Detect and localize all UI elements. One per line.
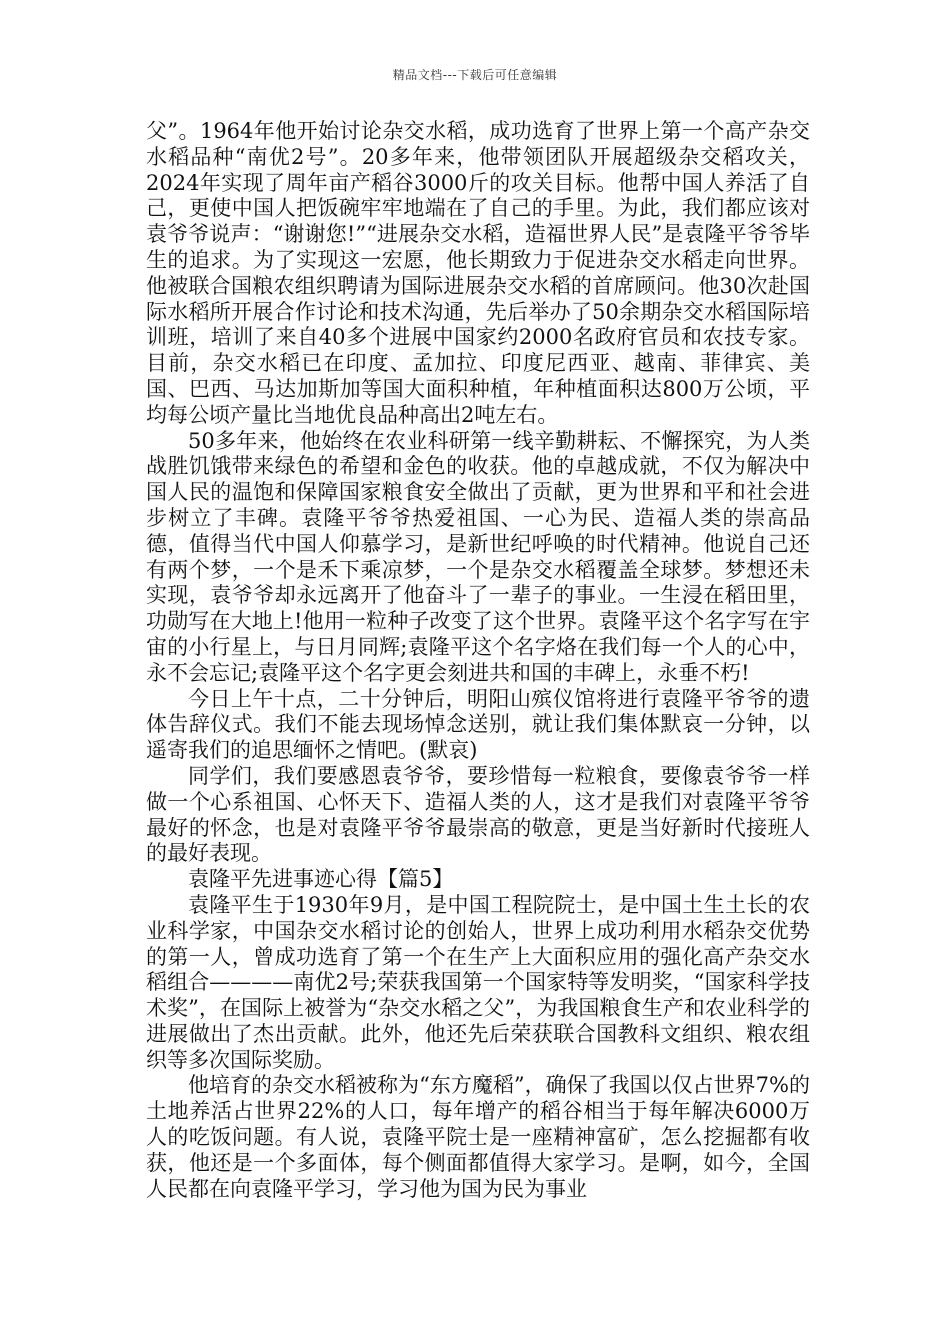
- paragraph-achievements: 50多年来，他始终在农业科研第一线辛勤耕耘、不懈探究，为人类战胜饥饿带来绿色的希望和金色的收获。他的卓越成就，不仅为解决中国人民的温饱和保障国家粮食安全做出了贡献，更为世界和平和社会进步树立了丰碑。袁隆平爷爷热爱祖国、一心为民、造福人类的崇高品德，值得当代中国人仰慕学习，是新世纪呼唤的时代精神。他说自己还有两个梦，一个是禾下乘凉梦，一个是杂交水稻覆盖全球梦。梦想还未实现，袁爷爷却永远离开了他奋斗了一辈子的事业。一生浸在稻田里，功勋写在大地上!他用一粒种子改变了这个世界。袁隆平这个名字写在宇宙的小行星上，与日月同辉;袁隆平这个名字烙在我们每一个人的心中，永不会忘记;袁隆平这个名字更会刻进共和国的丰碑上，永垂不朽!: [146, 428, 810, 685]
- paragraph-continuation: 父”。1964年他开始讨论杂交水稻，成功选育了世界上第一个高产杂交水稻品种“南优2号”。20多年来，他带领团队开展超级杂交稻攻关，2024年实现了周年亩产稻谷3000斤的攻关目标。他帮中国人养活了自己，更使中国人把饭碗牢牢地端在了自己的手里。为此，我们都应该对袁爷爷说声：“谢谢您!”“进展杂交水稻，造福世界人民”是袁隆平爷爷毕生的追求。为了实现这一宏愿，他长期致力于促进杂交水稻走向世界。他被联合国粮农组织聘请为国际进展杂交水稻的首席顾问。他30次赴国际水稻所开展合作讨论和技术沟通，先后举办了50余期杂交水稻国际培训班，培训了来自40多个进展中国家约2000名政府官员和农技专家。目前，杂交水稻已在印度、孟加拉、印度尼西亚、越南、菲律宾、美国、巴西、马达加斯加等国大面积种植，年种植面积达800万公顷，平均每公顷产量比当地优良品种高出2吨左右。: [146, 119, 810, 427]
- paragraph-students: 同学们，我们要感恩袁爷爷，要珍惜每一粒粮食，要像袁爷爷一样做一个心系祖国、心怀天下、造福人类的人，这才是我们对袁隆平爷爷最好的怀念，也是对袁隆平爷爷最崇高的敬意，更是当好新时代接班人的最好表现。: [146, 763, 810, 866]
- paragraph-memorial: 今日上午十点，二十分钟后，明阳山殡仪馆将进行袁隆平爷爷的遗体告辞仪式。我们不能去现场悼念送别，就让我们集体默哀一分钟，以遥寄我们的追思缅怀之情吧。(默哀): [146, 686, 810, 763]
- document-body: [146, 119, 810, 1202]
- section-heading: 袁隆平先进事迹心得【篇5】: [188, 867, 454, 892]
- paragraph-impact: 他培育的杂交水稻被称为“东方魔稻”，确保了我国以仅占世界7%的土地养活占世界22%的人口，每年增产的稻谷相当于每年解决6000万人的吃饭问题。有人说，袁隆平院士是一座精神富矿，怎么挖掘都有收获，他还是一个多面体，每个侧面都值得大家学习。是啊，如今，全国人民都在向袁隆平学习，学习他为国为民为事业: [146, 1073, 810, 1201]
- page-header: 精品文档---下载后可任意编辑: [392, 68, 558, 82]
- paragraph-biography: 袁隆平生于1930年9月，是中国工程院院士，是中国土生土长的农业科学家，中国杂交水稻讨论的创始人，世界上成功利用水稻杂交优势的第一人，曾成功选育了第一个在生产上大面积应用的强化高产杂交水稻组合————南优2号;荣获我国第一个国家特等发明奖，“国家科学技术奖”，在国际上被誉为“杂交水稻之父”，为我国粮食生产和农业科学的进展做出了杰出贡献。此外，他还先后荣获联合国教科文组织、粮农组织等多次国际奖励。: [146, 892, 810, 1072]
